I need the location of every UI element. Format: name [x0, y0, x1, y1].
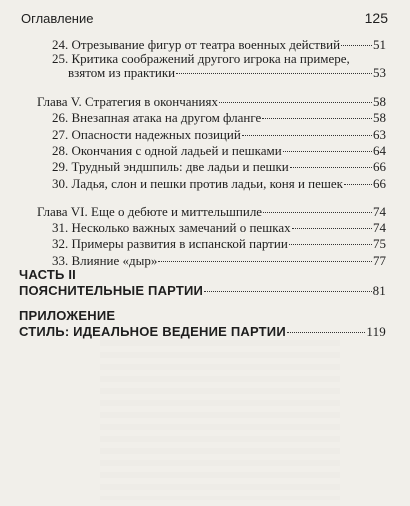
toc-entry-label: Глава V. Стратегия в окончаниях [37, 94, 218, 109]
dot-leader [287, 332, 365, 333]
toc-entry-label: СТИЛЬ: ИДЕАЛЬНОЕ ВЕДЕНИЕ ПАРТИИ [19, 324, 286, 339]
toc-entry-29 [52, 159, 386, 174]
toc-chapter-6 [37, 204, 386, 219]
dot-leader [290, 167, 372, 168]
dot-leader [341, 45, 372, 46]
dot-leader [289, 244, 372, 245]
toc-entry-page: 77 [373, 253, 386, 268]
toc-entry-page: 66 [373, 176, 386, 191]
toc-entry-page: 64 [373, 143, 386, 158]
dot-leader [242, 135, 372, 136]
toc-entry-label: ПОЯСНИТЕЛЬНЫЕ ПАРТИИ [19, 283, 204, 298]
toc-part-2 [19, 283, 386, 298]
toc-entry-page: 119 [366, 324, 386, 339]
toc-appendix [19, 324, 386, 339]
toc-entry-30 [52, 176, 386, 191]
page-number: 125 [364, 10, 388, 26]
toc-entry-label: 29. Трудный эндшпиль: две ладьи и пешки [52, 159, 289, 174]
toc-entry-page: 81 [372, 283, 386, 298]
toc-entry-page: 58 [373, 94, 386, 109]
running-title: Оглавление [21, 11, 94, 26]
toc-entry-page: 74 [373, 220, 386, 235]
toc-entry-label: 31. Несколько важных замечаний о пешках [52, 220, 291, 235]
dot-leader [262, 118, 372, 119]
toc-entry-25 [68, 65, 386, 80]
toc-entry-label: 30. Ладья, слон и пешки против ладьи, коня и пешек [52, 176, 343, 191]
dot-leader [263, 212, 372, 213]
toc-entry-page: 51 [373, 37, 386, 52]
toc-entry-label: взятом из практики [68, 65, 176, 80]
toc-entry-page: 74 [373, 204, 386, 219]
dot-leader [292, 228, 372, 229]
toc-entry-label: Глава VI. Еще о дебюте и миттельшпиле [37, 204, 263, 219]
bleed-through-texture [100, 340, 340, 500]
toc-entry-label: 33. Влияние «дыр» [52, 253, 158, 268]
toc-entry-32 [52, 236, 386, 251]
toc-entry-label: 32. Примеры развития в испанской партии [52, 236, 288, 251]
toc-entry-label: 28. Окончания с одной ладьей и пешками [52, 143, 282, 158]
toc-entry-label: 24. Отрезывание фигур от театра военных действий [52, 37, 341, 52]
toc-entry-31 [52, 220, 386, 235]
dot-leader [176, 73, 372, 74]
toc-entry-28 [52, 143, 386, 158]
toc-entry-label: 27. Опасности надежных позиций [52, 127, 241, 142]
toc-entry-page: 53 [373, 65, 386, 80]
dot-leader [219, 102, 372, 103]
toc-entry-26 [52, 110, 386, 125]
toc-entry-page: 75 [373, 236, 386, 251]
toc-appendix-heading: ПРИЛОЖЕНИЕ [19, 308, 116, 323]
toc-entry-25-line1: 25. Критика соображений другого игрока на примере, [52, 51, 350, 66]
dot-leader [158, 261, 372, 262]
toc-entry-label: 26. Внезапная атака на другом фланге [52, 110, 262, 125]
dot-leader [283, 151, 372, 152]
dot-leader [344, 184, 372, 185]
toc-entry-27 [52, 127, 386, 142]
toc-entry-page: 63 [373, 127, 386, 142]
toc-entry-24 [52, 37, 386, 52]
page-header [21, 10, 388, 26]
toc-chapter-5 [37, 94, 386, 109]
toc-entry-33 [52, 253, 386, 268]
dot-leader [204, 291, 372, 292]
toc-entry-page: 66 [373, 159, 386, 174]
toc-part-2-heading: ЧАСТЬ II [19, 267, 76, 282]
toc-entry-page: 58 [373, 110, 386, 125]
